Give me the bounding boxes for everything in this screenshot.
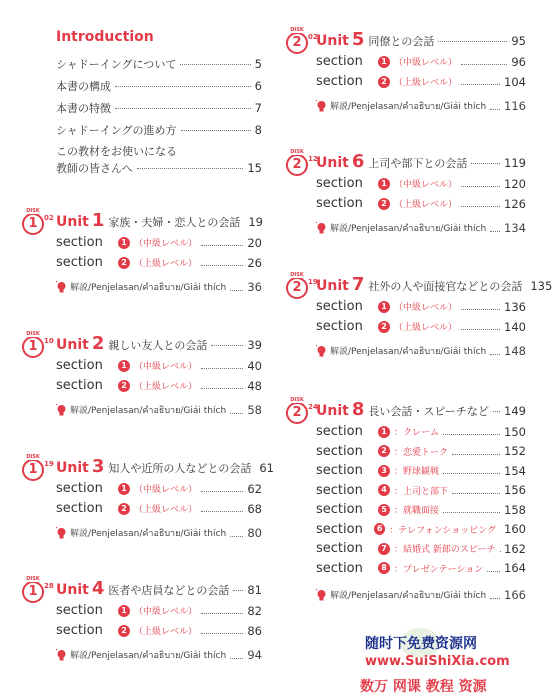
leader-dots bbox=[461, 84, 500, 85]
lightbulb-icon bbox=[316, 589, 327, 602]
section-page-number: 68 bbox=[247, 501, 262, 516]
section-word: section bbox=[56, 603, 103, 618]
section-level: （上級レベル） bbox=[134, 382, 198, 392]
toc-page-number: 5 bbox=[254, 57, 262, 71]
section-entry[interactable] bbox=[56, 481, 262, 496]
leader-dots bbox=[180, 64, 250, 65]
track-number: 10 bbox=[44, 337, 54, 345]
unit-page-number: 61 bbox=[259, 461, 274, 475]
unit-number: 2 bbox=[91, 333, 105, 354]
explanation-page-number: 116 bbox=[504, 99, 526, 113]
section-level: ：プレゼンテーション bbox=[394, 564, 484, 575]
section-page-number: 158 bbox=[504, 502, 526, 517]
leader-dots bbox=[201, 265, 243, 266]
track-number: 12 bbox=[308, 155, 318, 163]
toc-entry[interactable] bbox=[56, 160, 262, 176]
explanation-label: 解説/Penjelasan/คำอธิบาย/Giải thích bbox=[70, 406, 227, 416]
leader-dots bbox=[461, 186, 500, 187]
section-number-badge: 1 bbox=[378, 301, 390, 313]
section-entry[interactable] bbox=[316, 522, 526, 537]
track-number: 24 bbox=[308, 403, 318, 411]
disk-icon: DISK 1 bbox=[22, 213, 44, 235]
section-number-badge: 4 bbox=[378, 484, 390, 496]
section-number-badge: 2 bbox=[118, 257, 130, 269]
unit-number: 4 bbox=[91, 578, 105, 599]
section-word: section bbox=[316, 521, 363, 537]
section-word: section bbox=[56, 623, 103, 638]
disk-label: DISK bbox=[24, 331, 42, 337]
track-number: 19 bbox=[308, 278, 318, 286]
unit-page-number: 149 bbox=[504, 404, 526, 418]
unit-title: 社外の人や面接官などとの会話 bbox=[368, 280, 523, 293]
section-number-badge: 1 bbox=[378, 178, 390, 190]
section-level: （中級レベル） bbox=[394, 58, 458, 68]
toc-page-number: 7 bbox=[254, 101, 262, 115]
section-entry[interactable] bbox=[316, 463, 526, 478]
disk-icon: DISK 2 bbox=[286, 277, 308, 299]
section-page-number: 150 bbox=[504, 424, 526, 439]
section-page-number: 40 bbox=[247, 358, 262, 373]
leader-dots bbox=[230, 413, 243, 414]
section-number-badge: 2 bbox=[378, 321, 390, 333]
leader-dots bbox=[490, 231, 500, 232]
section-entry[interactable] bbox=[316, 54, 526, 69]
section-word: section bbox=[316, 196, 363, 211]
explanation-page-number: 58 bbox=[247, 403, 262, 417]
leader-dots bbox=[452, 493, 500, 494]
section-number-badge: 2 bbox=[118, 503, 130, 515]
section-number-badge: 2 bbox=[118, 625, 130, 637]
lightbulb-icon bbox=[316, 222, 327, 235]
section-page-number: 126 bbox=[504, 196, 526, 211]
section-entry[interactable] bbox=[316, 319, 526, 334]
section-page-number: 136 bbox=[504, 299, 526, 314]
section-word: section bbox=[316, 176, 363, 191]
unit-title: 知人や近所の人などとの会話 bbox=[108, 462, 252, 475]
section-level: （上級レベル） bbox=[394, 78, 458, 88]
leader-dots bbox=[201, 245, 243, 246]
explanation-page-number: 94 bbox=[247, 648, 262, 662]
leader-dots bbox=[211, 345, 243, 346]
explanation-page-number: 36 bbox=[247, 280, 262, 294]
lightbulb-icon bbox=[56, 281, 67, 294]
track-number: 02 bbox=[308, 33, 318, 41]
section-page-number: 104 bbox=[504, 74, 526, 89]
leader-dots bbox=[201, 388, 243, 389]
unit-heading[interactable] bbox=[316, 274, 552, 295]
section-level: ：テレフォンショッピング bbox=[389, 525, 497, 536]
disk-icon: DISK 2 bbox=[286, 32, 308, 54]
section-entry[interactable] bbox=[316, 196, 526, 211]
toc-entry[interactable] bbox=[56, 78, 262, 94]
explanation-page-number: 166 bbox=[504, 588, 526, 602]
leader-dots bbox=[115, 86, 251, 87]
leader-dots bbox=[201, 613, 243, 614]
unit-number: 1 bbox=[91, 210, 105, 231]
explanation-label: 解説/Penjelasan/คำอธิบาย/Giải thích bbox=[70, 651, 227, 661]
section-page-number: 162 bbox=[504, 541, 526, 556]
section-number-badge: 1 bbox=[118, 360, 130, 372]
explanation-entry[interactable] bbox=[316, 588, 526, 602]
section-word: section bbox=[316, 443, 363, 459]
leader-dots bbox=[487, 571, 500, 572]
toc-entry-label: この教材をお使いになる bbox=[56, 145, 177, 158]
explanation-entry[interactable] bbox=[316, 344, 526, 358]
unit-heading[interactable] bbox=[316, 151, 526, 172]
section-page-number: 152 bbox=[504, 444, 526, 458]
lightbulb-icon bbox=[316, 100, 327, 113]
leader-dots bbox=[443, 512, 500, 513]
unit-word: Unit bbox=[56, 582, 89, 598]
disk-icon: DISK 1 bbox=[22, 581, 44, 603]
explanation-page-number: 134 bbox=[504, 221, 526, 235]
section-word: section bbox=[316, 463, 363, 478]
toc-entry-label: シャドーイングについて bbox=[56, 58, 177, 71]
intro-title: Introduction bbox=[56, 29, 154, 45]
leader-dots bbox=[490, 598, 500, 599]
section-entry[interactable] bbox=[56, 358, 262, 373]
explanation-label: 解説/Penjelasan/คำอธิบาย/Giải thích bbox=[330, 224, 487, 234]
section-entry[interactable] bbox=[316, 176, 526, 191]
toc-entry[interactable] bbox=[56, 56, 262, 72]
section-level: （中級レベル） bbox=[134, 362, 198, 372]
leader-dots bbox=[137, 168, 244, 169]
unit-word: Unit bbox=[316, 155, 349, 171]
unit-word: Unit bbox=[316, 278, 349, 294]
section-entry[interactable] bbox=[316, 424, 526, 439]
disk-label: DISK bbox=[24, 576, 42, 582]
toc-entry bbox=[56, 143, 262, 159]
section-level: （上級レベル） bbox=[134, 505, 198, 515]
section-entry[interactable] bbox=[316, 502, 526, 517]
leader-dots bbox=[201, 511, 243, 512]
lightbulb-icon bbox=[56, 649, 67, 662]
disk-label: DISK bbox=[24, 454, 42, 460]
explanation-label: 解説/Penjelasan/คำอธิบาย/Giải thích bbox=[70, 283, 227, 293]
section-word: section bbox=[56, 255, 103, 270]
section-level: ：野球観戦 bbox=[394, 467, 440, 477]
leader-dots bbox=[500, 551, 501, 552]
unit-number: 8 bbox=[351, 399, 365, 420]
leader-dots bbox=[233, 590, 243, 591]
disk-label: DISK bbox=[288, 272, 306, 278]
unit-page-number: 81 bbox=[247, 583, 262, 597]
section-entry[interactable] bbox=[56, 378, 262, 393]
toc-page-number: 8 bbox=[254, 123, 262, 137]
track-number: 02 bbox=[44, 214, 54, 222]
track-number: 28 bbox=[44, 582, 54, 590]
unit-page-number: 119 bbox=[504, 156, 526, 170]
section-entry[interactable] bbox=[316, 74, 526, 89]
section-page-number: 20 bbox=[247, 235, 262, 250]
section-number-badge: 2 bbox=[378, 76, 390, 88]
section-page-number: 82 bbox=[247, 603, 262, 618]
unit-word: Unit bbox=[56, 214, 89, 230]
section-entry[interactable] bbox=[316, 299, 526, 314]
unit-page-number: 39 bbox=[247, 338, 262, 352]
unit-word: Unit bbox=[56, 337, 89, 353]
section-page-number: 86 bbox=[247, 623, 262, 638]
section-page-number: 160 bbox=[504, 522, 526, 536]
section-entry[interactable] bbox=[56, 255, 262, 270]
explanation-entry[interactable] bbox=[56, 526, 262, 540]
unit-page-number: 19 bbox=[248, 215, 263, 229]
unit-heading[interactable] bbox=[316, 29, 526, 50]
section-level: ：就職面接 bbox=[394, 506, 440, 516]
leader-dots bbox=[443, 473, 500, 474]
leader-dots bbox=[443, 434, 500, 435]
explanation-label: 解説/Penjelasan/คำอธิบาย/Giải thích bbox=[330, 347, 487, 357]
section-page-number: 140 bbox=[504, 319, 526, 334]
leader-dots bbox=[452, 454, 500, 455]
section-level: ：恋愛トーク bbox=[394, 447, 449, 458]
section-word: section bbox=[316, 560, 363, 576]
disk-label: DISK bbox=[288, 149, 306, 155]
unit-page-number: 135 bbox=[530, 279, 552, 293]
section-number-badge: 5 bbox=[378, 504, 390, 516]
section-page-number: 154 bbox=[504, 463, 526, 478]
disk-label: DISK bbox=[24, 208, 42, 214]
disk-label: DISK bbox=[288, 397, 306, 403]
section-word: section bbox=[316, 482, 363, 498]
lightbulb-icon bbox=[56, 404, 67, 417]
leader-dots bbox=[461, 206, 500, 207]
watermark-url: www.SuiShiXia.com bbox=[365, 654, 510, 669]
section-level: ：クレーム bbox=[394, 428, 440, 438]
toc-entry-label: 本書の特徴 bbox=[56, 102, 111, 115]
unit-title: 家族・夫婦・恋人との会話 bbox=[108, 216, 241, 229]
unit-title: 医者や店員などとの会話 bbox=[108, 584, 230, 597]
section-entry[interactable] bbox=[56, 603, 262, 618]
section-page-number: 48 bbox=[247, 378, 262, 393]
toc-entry-label: シャドーイングの進め方 bbox=[56, 124, 177, 137]
unit-heading[interactable] bbox=[56, 578, 262, 599]
section-level: ：結婚式 新郎のスピーチ bbox=[394, 545, 496, 555]
section-entry[interactable] bbox=[316, 541, 526, 556]
explanation-entry[interactable] bbox=[56, 403, 262, 417]
unit-page-number: 95 bbox=[511, 34, 526, 48]
explanation-label: 解説/Penjelasan/คำอธิบาย/Giải thích bbox=[330, 102, 487, 112]
leader-dots bbox=[230, 536, 243, 537]
toc-page-number: 15 bbox=[247, 161, 262, 175]
section-word: section bbox=[56, 481, 103, 496]
leader-dots bbox=[230, 658, 243, 659]
section-level: ：上司と部下 bbox=[394, 486, 449, 497]
unit-number: 6 bbox=[351, 151, 365, 172]
unit-heading[interactable] bbox=[56, 210, 262, 231]
disk-icon: DISK 1 bbox=[22, 459, 44, 481]
unit-title: 長い会話・スピーチなど bbox=[368, 405, 489, 418]
unit-title: 親しい友人との会話 bbox=[108, 339, 208, 352]
section-word: section bbox=[316, 319, 363, 334]
explanation-entry[interactable] bbox=[316, 99, 526, 113]
explanation-page-number: 80 bbox=[247, 526, 262, 540]
section-page-number: 62 bbox=[247, 481, 262, 496]
section-page-number: 164 bbox=[504, 561, 526, 575]
explanation-label: 解説/Penjelasan/คำอธิบาย/Giải thích bbox=[330, 591, 487, 601]
leader-dots bbox=[461, 329, 500, 330]
unit-word: Unit bbox=[316, 33, 349, 49]
disk-icon: DISK 1 bbox=[22, 336, 44, 358]
section-entry[interactable] bbox=[316, 561, 526, 576]
section-level: （上級レベル） bbox=[394, 323, 458, 333]
section-level: （中級レベル） bbox=[134, 485, 198, 495]
unit-title: 同僚との会話 bbox=[368, 35, 435, 48]
unit-heading[interactable] bbox=[56, 333, 262, 354]
section-number-badge: 2 bbox=[118, 380, 130, 392]
section-page-number: 156 bbox=[504, 483, 526, 497]
track-number: 19 bbox=[44, 460, 54, 468]
toc-entry[interactable] bbox=[56, 100, 262, 116]
disk-icon: DISK 2 bbox=[286, 402, 308, 424]
section-word: section bbox=[56, 235, 103, 250]
lightbulb-icon bbox=[56, 527, 67, 540]
leader-dots bbox=[461, 309, 500, 310]
unit-word: Unit bbox=[56, 460, 89, 476]
leader-dots bbox=[490, 354, 500, 355]
section-word: section bbox=[56, 501, 103, 516]
toc-entry[interactable] bbox=[56, 122, 262, 138]
section-entry[interactable] bbox=[316, 483, 526, 498]
leader-dots bbox=[493, 411, 500, 412]
section-number-badge: 1 bbox=[118, 605, 130, 617]
section-level: （上級レベル） bbox=[394, 200, 458, 210]
section-level: （中級レベル） bbox=[134, 239, 198, 249]
unit-heading[interactable] bbox=[316, 399, 526, 420]
unit-number: 5 bbox=[351, 29, 365, 50]
leader-dots bbox=[201, 491, 243, 492]
section-entry[interactable] bbox=[56, 501, 262, 516]
leader-dots bbox=[230, 290, 243, 291]
watermark-title: 随时下免费资源网 bbox=[365, 636, 477, 652]
section-page-number: 120 bbox=[504, 176, 526, 191]
unit-title: 上司や部下との会話 bbox=[368, 157, 468, 170]
explanation-page-number: 148 bbox=[504, 344, 526, 358]
disk-icon: DISK 2 bbox=[286, 154, 308, 176]
section-word: section bbox=[316, 74, 363, 89]
section-word: section bbox=[316, 541, 363, 556]
section-word: section bbox=[316, 424, 363, 439]
section-level: （上級レベル） bbox=[134, 259, 198, 269]
explanation-entry[interactable] bbox=[56, 280, 262, 294]
leader-dots bbox=[115, 108, 251, 109]
unit-number: 7 bbox=[351, 274, 365, 295]
unit-heading[interactable] bbox=[56, 456, 274, 477]
watermark-tagline: 数万 网课 教程 资源 bbox=[360, 679, 487, 695]
section-word: section bbox=[316, 299, 363, 314]
section-page-number: 26 bbox=[247, 255, 262, 270]
section-level: （中級レベル） bbox=[394, 303, 458, 313]
section-word: section bbox=[316, 54, 363, 69]
explanation-entry[interactable] bbox=[56, 648, 262, 662]
leader-dots bbox=[461, 64, 507, 65]
section-number-badge: 1 bbox=[118, 483, 130, 495]
explanation-entry[interactable] bbox=[316, 221, 526, 235]
unit-word: Unit bbox=[316, 403, 349, 419]
section-number-badge: 7 bbox=[378, 543, 390, 555]
toc-page-number: 6 bbox=[254, 79, 262, 93]
section-entry[interactable] bbox=[316, 444, 526, 459]
unit-number: 3 bbox=[91, 456, 105, 477]
disk-label: DISK bbox=[288, 27, 306, 33]
section-level: （中級レベル） bbox=[394, 180, 458, 190]
toc-entry-label: 教師の皆さんへ bbox=[56, 162, 133, 175]
toc-entry-label: 本書の構成 bbox=[56, 80, 111, 93]
section-level: （中級レベル） bbox=[134, 607, 198, 617]
explanation-label: 解説/Penjelasan/คำอธิบาย/Giải thích bbox=[70, 529, 227, 539]
section-level: （上級レベル） bbox=[134, 627, 198, 637]
leader-dots bbox=[438, 41, 507, 42]
leader-dots bbox=[490, 109, 500, 110]
section-number-badge: 8 bbox=[378, 562, 390, 574]
section-number-badge: 2 bbox=[378, 445, 390, 457]
section-word: section bbox=[316, 502, 363, 517]
section-number-badge: 6 bbox=[374, 523, 385, 535]
section-page-number: 96 bbox=[511, 54, 526, 69]
leader-dots bbox=[181, 130, 251, 131]
section-entry[interactable] bbox=[56, 235, 262, 250]
section-word: section bbox=[56, 378, 103, 393]
section-number-badge: 1 bbox=[378, 426, 390, 438]
section-number-badge: 2 bbox=[378, 198, 390, 210]
section-number-badge: 3 bbox=[378, 465, 390, 477]
section-number-badge: 1 bbox=[378, 56, 390, 68]
lightbulb-icon bbox=[316, 345, 327, 358]
section-number-badge: 1 bbox=[118, 237, 130, 249]
leader-dots bbox=[201, 368, 243, 369]
section-entry[interactable] bbox=[56, 623, 262, 638]
leader-dots bbox=[201, 633, 243, 634]
section-word: section bbox=[56, 358, 103, 373]
leader-dots bbox=[471, 163, 500, 164]
